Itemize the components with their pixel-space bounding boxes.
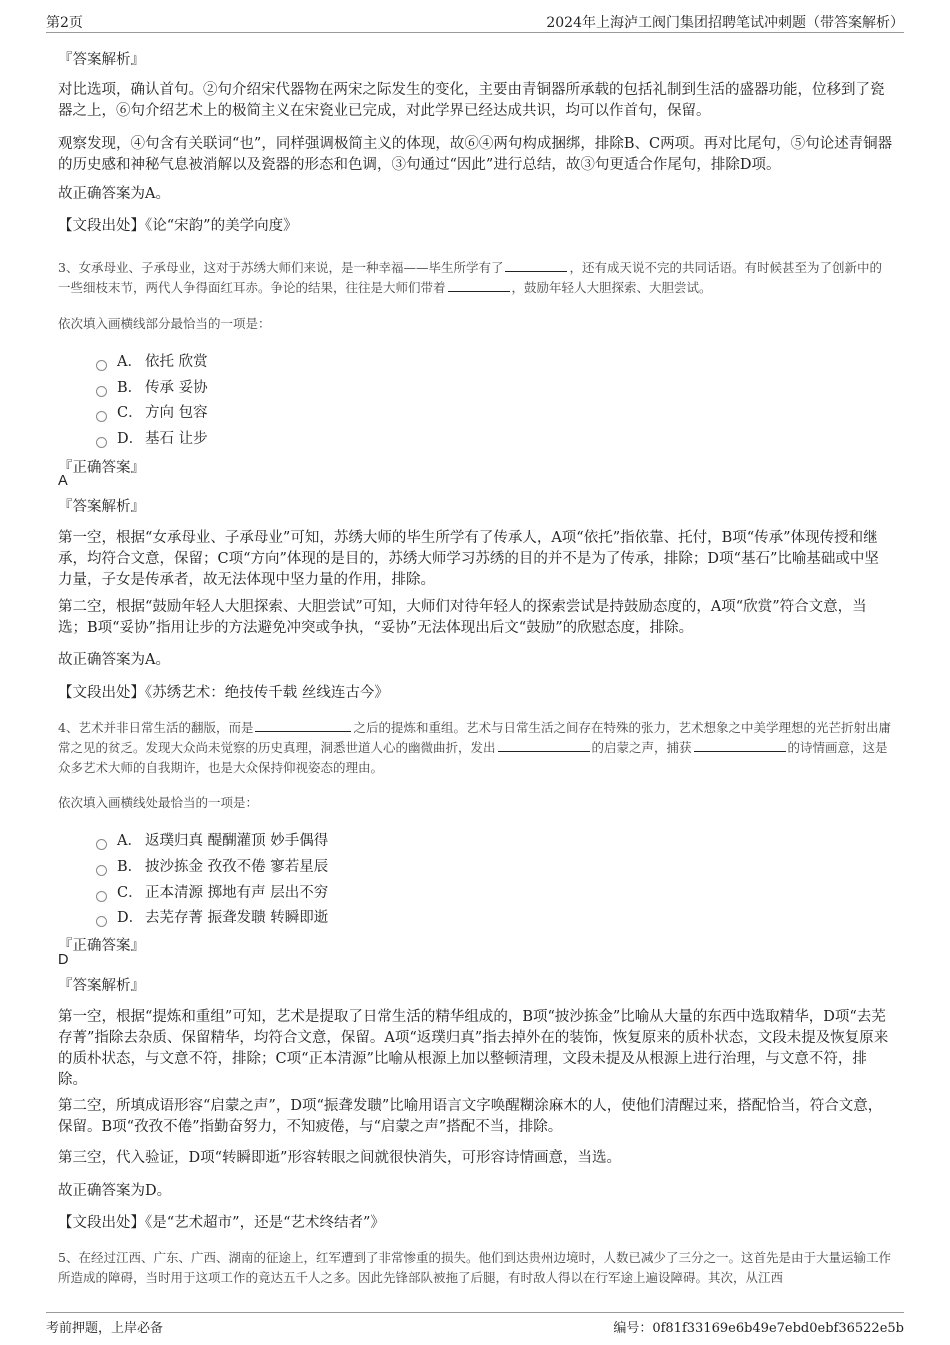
q5-stem: 5、在经过江西、广东、广西、湖南的征途上，红军遭到了非常惨重的损失。他们到达贵州边境时，人数已减少了三分之一。这首先是由于大量运输工作所造成的障碍，当时用于这项工作的竟达五千人之多。因此先锋部队被拖了后腿，有时敌人得以在行军途上遍设障碍。其次，从江西 (58, 1250, 891, 1285)
q4-option-a[interactable]: A． 返璞归真 醍醐灌顶 妙手偶得 (96, 829, 328, 850)
q4-analysis-p1: 第一空，根据“提炼和重组”可知，艺术是提取了日常生活的精华组成的，B项“披沙拣金”比喻从大量的东西中选取精华，D项“去芜存菁”指除去杂质、保留精华，均符合文意，保留。A项“返璞归真”指去掉外在的装饰，恢复原来的质朴状态，文段未提及恢复原来的质朴状态，与文意不符，排除；C项“正本清源”比喻从根源上加以整顿清理，文段未提及从根源上进行治理，与文意不符，排除。 (58, 1009, 889, 1088)
correct-answer-label: 『正确答案』 (58, 938, 145, 954)
q2-source: 【文段出处】《论“宋韵”的美学向度》 (58, 218, 298, 234)
q3-option-a[interactable]: A． 依托 欣赏 (96, 350, 208, 371)
blank-line (694, 739, 786, 752)
q3-option-b[interactable]: B． 传承 妥协 (96, 376, 208, 397)
analysis-label: 『答案解析』 (58, 499, 145, 515)
q3-source: 【文段出处】《苏绣艺术：绝技传千载 丝线连古今》 (58, 685, 389, 701)
q4-stem: 4、艺术并非日常生活的翻版，而是 之后的提炼和重组。艺术与日常生活之间存在特殊的张力，艺术想象之中美学理想的光芒折射出庸常之见的贫乏。发现大众尚未觉察的历史真理，洞悉世道人心的幽微曲折，发出 的启蒙之声，捕获 的诗情画意，这是众多艺术大师的自我期许，也是大众保持仰视姿态的理由。 (58, 720, 891, 775)
q4-option-b[interactable]: B． 披沙拣金 孜孜不倦 寥若星辰 (96, 855, 328, 876)
q4-analysis-p3: 第三空，代入验证，D项“转瞬即逝”形容转眼之间就很快消失，可形容诗情画意，当选。 (58, 1150, 621, 1166)
radio-icon[interactable] (96, 865, 107, 876)
blank-line (448, 279, 510, 292)
radio-icon[interactable] (96, 360, 107, 371)
q3-stem: 3、女承母业、子承母业，这对于苏绣大师们来说，是一种幸福——毕生所学有了 ，还有成天说不完的共同话语。有时候甚至为了创新中的一些细枝末节，两代人争得面红耳赤。争论的结果，往往是大师们带着 ，鼓励年轻人大胆探索、大胆尝试。 (58, 260, 882, 295)
q3-analysis-p2: 第二空，根据“鼓励年轻人大胆探索、大胆尝试”可知，大师们对待年轻人的探索尝试是持鼓励态度的，A项“欣赏”符合文意，当选；B项“妥协”指用让步的方法避免冲突或争执，“妥协”无法体现出后文“鼓励”的欣慰态度，排除。 (58, 599, 867, 636)
document-title: 2024年上海泸工阀门集团招聘笔试冲刺题（带答案解析） (546, 15, 904, 31)
analysis-label: 『答案解析』 (58, 52, 145, 68)
q4-correct-answer: D (58, 952, 69, 968)
q2-analysis-p1: 对比选项，确认首句。②句介绍宋代器物在两宋之际发生的变化，主要由青铜器所承载的包括礼制到生活的盛器功能，位移到了瓷器之上，⑥句介绍艺术上的极简主义在宋瓷业已完成，对此学界已经达成共识，均可以作首句，保留。 (58, 82, 885, 119)
document-id: 编号：0f81f33169e6b49e7ebd0ebf36522e5b (613, 1321, 904, 1336)
q4-source: 【文段出处】《是“艺术超市”，还是“艺术终结者”》 (58, 1215, 385, 1231)
q4-answer-line: 故正确答案为D。 (58, 1183, 172, 1199)
radio-icon[interactable] (96, 437, 107, 448)
q4-analysis-p2: 第二空，所填成语形容“启蒙之声”，D项“振聋发聩”比喻用语言文字唤醒糊涂麻木的人，使他们清醒过来，搭配恰当，符合文意，保留。B项“孜孜不倦”指勤奋努力，不知疲倦，与“启蒙之声”搭配不当，排除。 (58, 1098, 883, 1135)
footer-slogan: 考前押题，上岸必备 (46, 1321, 164, 1336)
page-header (46, 12, 904, 33)
q2-analysis-p2: 观察发现，④句含有关联词“也”，同样强调极简主义的体现，故⑥④两句构成捆绑，排除B、C两项。再对比尾句，⑤句论述青铜器的历史感和神秘气息被消解以及瓷器的形态和色调，③句通过“因此”进行总结，故③句更适合作尾句，排除D项。 (58, 136, 893, 173)
q4-option-c[interactable]: C． 正本清源 掷地有声 层出不穷 (96, 881, 328, 902)
q4-instruction: 依次填入画横线处最恰当的一项是： (58, 795, 259, 810)
correct-answer-label: 『正确答案』 (58, 460, 145, 476)
blank-line (505, 259, 567, 272)
q3-correct-answer: A (58, 473, 68, 489)
blank-line (255, 719, 351, 732)
analysis-label: 『答案解析』 (58, 978, 145, 994)
q2-answer-line: 故正确答案为A。 (58, 186, 170, 202)
radio-icon[interactable] (96, 411, 107, 422)
q3-answer-line: 故正确答案为A。 (58, 652, 170, 668)
radio-icon[interactable] (96, 839, 107, 850)
q4-option-d[interactable]: D． 去芜存菁 振聋发聩 转瞬即逝 (96, 906, 328, 927)
q3-analysis-p1: 第一空，根据“女承母业、子承母业”可知，苏绣大师的毕生所学有了传承人，A项“依托”指依靠、托付，B项“传承”体现传授和继承，均符合文意，保留；C项“方向”体现的是目的，苏绣大师学习苏绣的目的并不是为了传承，排除；D项“基石”比喻基础或中坚力量，子女是传承者，故无法体现中坚力量的作用，排除。 (58, 530, 879, 588)
page-footer (46, 1312, 904, 1335)
page-number: 第2页 (46, 15, 83, 31)
radio-icon[interactable] (96, 916, 107, 927)
q3-option-c[interactable]: C． 方向 包容 (96, 401, 208, 422)
radio-icon[interactable] (96, 891, 107, 902)
q3-instruction: 依次填入画横线部分最恰当的一项是： (58, 316, 271, 331)
q3-option-d[interactable]: D． 基石 让步 (96, 427, 208, 448)
radio-icon[interactable] (96, 386, 107, 397)
blank-line (498, 739, 590, 752)
